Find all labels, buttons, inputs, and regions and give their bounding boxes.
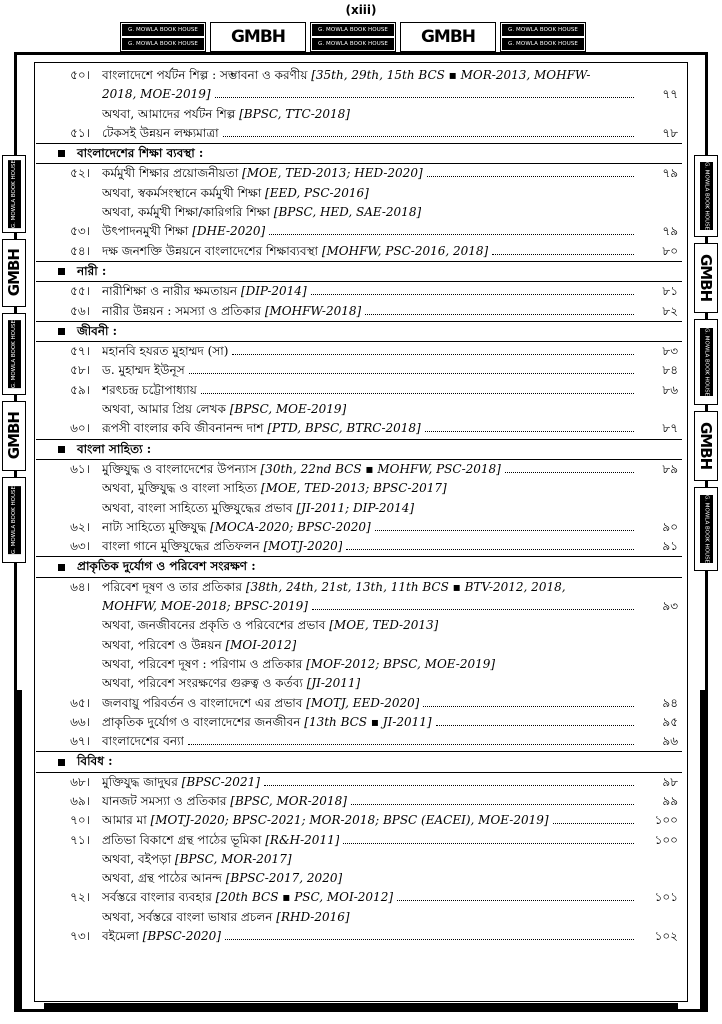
- entry-title-text: অথবা, পরিবেশ ও উন্নয়ন: [102, 637, 226, 652]
- entry-number: ৬১।: [70, 461, 90, 476]
- publisher-stamp: G. MOWLA BOOK HOUSE G. MOWLA BOOK HOUSE: [500, 22, 586, 52]
- toc-alt-title: [56, 400, 678, 419]
- entry-title: [102, 869, 342, 888]
- entry-title: [102, 381, 197, 400]
- page-number-ref: ৯৯: [662, 793, 678, 808]
- exam-reference: [BPSC, MOR-2018]: [230, 793, 347, 808]
- toc-entry: [56, 124, 678, 143]
- section-heading: [56, 557, 678, 576]
- exam-reference: [BPSC-2017, 2020]: [225, 871, 343, 886]
- publisher-stamp: G. MOWLA BOOK HOUSE G. MOWLA BOOK HOUSE: [120, 22, 206, 52]
- publisher-stamp: G. MOWLA BOOK HOUSE: [2, 313, 26, 395]
- entry-title-text: রূপসী বাংলার কবি জীবনানন্দ দাশ: [102, 421, 268, 436]
- toc-alt-title: [56, 499, 678, 518]
- section-title: জীবনী :: [77, 323, 118, 338]
- page-number-ref: ৯৬: [662, 734, 678, 749]
- exam-reference: [BPSC-2020]: [142, 929, 221, 944]
- toc-entry: [56, 578, 678, 597]
- publisher-stamp: G. MOWLA BOOK HOUSE: [2, 155, 26, 233]
- page-number-ref: ৮৯: [662, 461, 678, 476]
- toc-alt-title: [56, 105, 678, 124]
- exam-reference: [MOI-2012]: [225, 637, 297, 652]
- toc-entry: [56, 282, 678, 301]
- entry-title-text: অথবা, বইপড়া: [102, 851, 175, 866]
- exam-reference: [R&H-2011]: [265, 832, 340, 847]
- exam-reference: [JI-2011; DIP-2014]: [296, 500, 415, 515]
- entry-title: [102, 694, 419, 713]
- entry-title-text: দক্ষ জনশক্তি উন্নয়নে বাংলাদেশের শিক্ষাব্যবস্থা: [102, 243, 322, 258]
- entry-title: [102, 616, 438, 635]
- toc-entry-continued: [56, 85, 678, 104]
- exam-reference: [BPSC, TTC-2018]: [239, 106, 350, 121]
- leader-dots: [436, 713, 634, 726]
- section-title: নারী :: [77, 263, 107, 278]
- toc-entry: [56, 927, 678, 946]
- entry-title: [102, 419, 421, 438]
- entry-title-text: অথবা, বাংলা সাহিত্যে মুক্তিযুদ্ধের প্রভাব: [102, 500, 297, 515]
- entry-title: [102, 773, 260, 792]
- exam-reference: [BPSC-2021]: [181, 774, 260, 789]
- toc-entry: [56, 888, 678, 907]
- exam-reference: [MOTJ, EED-2020]: [306, 695, 420, 710]
- toc-entry: [56, 713, 678, 732]
- toc-entry: [56, 381, 678, 400]
- section-heading: [56, 752, 678, 771]
- entry-title-text: নারীর উন্নয়ন : সমস্যা ও প্রতিকার: [102, 303, 265, 318]
- entry-title-text: অথবা, মুক্তিযুদ্ধ ও বাংলা সাহিত্য: [102, 481, 261, 496]
- exam-reference: [MOTJ-2020]: [263, 539, 343, 554]
- leader-dots: [365, 302, 634, 315]
- right-side-branding: [694, 155, 718, 625]
- entry-title: [102, 124, 219, 143]
- left-side-rule: [14, 690, 22, 1012]
- leader-dots: [264, 773, 634, 786]
- toc-alt-title: [56, 203, 678, 222]
- entry-number: ৭০।: [70, 813, 90, 828]
- entry-title-text: উৎপাদনমুখী শিক্ষা: [102, 224, 193, 239]
- leader-dots: [223, 124, 634, 137]
- entry-title-text: অথবা, সর্বস্তরে বাংলা ভাষার প্রচলন: [102, 909, 277, 924]
- toc-entry: [56, 732, 678, 751]
- entry-title-text: মুক্তিযুদ্ধ ও বাংলাদেশের উপন্যাস: [102, 461, 261, 476]
- leader-dots: [311, 282, 634, 295]
- square-bullet-icon: [58, 150, 65, 157]
- page-number-ref: ৯০: [662, 519, 678, 534]
- exam-reference: [DIP-2014]: [240, 284, 307, 299]
- entry-title-text: অথবা, পরিবেশ দূষণ : পরিণাম ও প্রতিকার: [102, 656, 307, 671]
- leader-dots: [425, 419, 634, 432]
- toc-entry: [56, 831, 678, 850]
- entry-number: ৬৮।: [70, 774, 90, 789]
- page-number-ref: ৯৫: [662, 714, 678, 729]
- toc-alt-title: [56, 616, 678, 635]
- entry-title-text: বইমেলা: [102, 929, 143, 944]
- entry-title: [102, 636, 296, 655]
- entry-title: [102, 164, 423, 183]
- toc-alt-title: [56, 479, 678, 498]
- entry-number: ৫৯।: [70, 382, 90, 397]
- page-number-ref: ৮৩: [662, 344, 678, 359]
- entry-title: [102, 85, 211, 104]
- publisher-logo: GMBH: [210, 22, 306, 52]
- toc-alt-title: [56, 636, 678, 655]
- entry-title: [102, 713, 432, 732]
- entry-title-text: কর্মমুখী শিক্ষার প্রয়োজনীয়তা: [102, 166, 243, 181]
- entry-title-text: মুক্তিযুদ্ধ জাদুঘর: [102, 774, 182, 789]
- entry-number: ৫২।: [70, 166, 90, 181]
- leader-dots: [189, 361, 634, 374]
- entry-title-text: সর্বস্তরে বাংলার ব্যবহার: [102, 890, 216, 905]
- page-number-ref: ৭৮: [662, 125, 678, 140]
- page-number-ref: ৭৯: [662, 166, 678, 181]
- page-number: (xiii): [345, 3, 377, 17]
- publisher-logo: GMBH: [2, 401, 26, 471]
- entry-title: [102, 342, 228, 361]
- publisher-logo: GMBH: [694, 411, 718, 481]
- toc-entry: [56, 302, 678, 321]
- toc-alt-title: [56, 184, 678, 203]
- square-bullet-icon: [58, 268, 65, 275]
- publisher-logo: GMBH: [2, 239, 26, 307]
- exam-reference: [MOE, TED-2013; HED-2020]: [242, 166, 423, 181]
- entry-title: [102, 908, 350, 927]
- exam-reference: [DHE-2020]: [192, 224, 266, 239]
- exam-reference: [BPSC, MOR-2017]: [174, 851, 292, 866]
- page-number-ref: ৯৪: [662, 695, 678, 710]
- exam-reference: [EED, PSC-2016]: [265, 185, 369, 200]
- right-side-rule: [700, 690, 708, 1012]
- leader-dots: [215, 85, 634, 98]
- entry-number: ৫৬।: [70, 303, 90, 318]
- entry-number: ৬৪।: [70, 579, 90, 594]
- toc-alt-title: [56, 908, 678, 927]
- toc-entry: [56, 460, 678, 479]
- publisher-stamp: G. MOWLA BOOK HOUSE: [694, 155, 718, 237]
- section-heading: [56, 440, 678, 459]
- section-title: বাংলা সাহিত্য :: [77, 441, 152, 456]
- entry-title: [102, 831, 339, 850]
- exam-reference: [38th, 24th, 21st, 13th, 11th BCS ▪ BTV-2012, 2018,: [245, 579, 566, 594]
- entry-title-text: মহানবি হযরত মুহাম্মদ (সা): [102, 344, 229, 359]
- entry-title-text: প্রাকৃতিক দুর্যোগ ও বাংলাদেশের জনজীবন: [102, 714, 305, 729]
- toc-entry: [56, 342, 678, 361]
- entry-number: ৫৫।: [70, 284, 90, 299]
- exam-reference: [MOE, TED-2013; BPSC-2017]: [260, 481, 447, 496]
- exam-reference: [MOHFW, PSC-2016, 2018]: [321, 243, 489, 258]
- exam-reference: [BPSC, MOE-2019]: [229, 402, 347, 417]
- table-of-contents: [56, 66, 678, 946]
- entry-title: [102, 66, 590, 85]
- entry-title-text: বাংলাদেশের বন্যা: [102, 734, 185, 749]
- toc-entry: [56, 518, 678, 537]
- entry-title-text: অথবা, কর্মমুখী শিক্ষা/কারিগরি শিক্ষা: [102, 205, 274, 220]
- leader-dots: [201, 381, 634, 394]
- entry-title-text: অথবা, জনজীবনের প্রকৃতি ও পরিবেশের প্রভাব: [102, 618, 330, 633]
- page-number-ref: ৮১: [662, 284, 678, 299]
- bottom-rule: [44, 1003, 678, 1010]
- toc-entry: [56, 222, 678, 241]
- entry-title-text: জলবায়ু পরিবর্তন ও বাংলাদেশে এর প্রভাব: [102, 695, 307, 710]
- exam-reference: 2018, MOE-2019]: [102, 87, 211, 102]
- publisher-stamp: G. MOWLA BOOK HOUSE: [694, 487, 718, 571]
- toc-entry: [56, 419, 678, 438]
- entry-number: ৫৪।: [70, 243, 90, 258]
- publisher-logo: GMBH: [400, 22, 496, 52]
- publisher-logo: GMBH: [694, 243, 718, 313]
- exam-reference: [RHD-2016]: [276, 909, 350, 924]
- page-number-ref: ১০০: [654, 832, 678, 847]
- toc-entry-continued: [56, 597, 678, 616]
- section-title: প্রাকৃতিক দুর্যোগ ও পরিবেশ সংরক্ষণ :: [77, 559, 256, 574]
- entry-number: ৬৩।: [70, 539, 90, 554]
- entry-number: ৫৭।: [70, 344, 90, 359]
- leader-dots: [427, 164, 634, 177]
- entry-title: [102, 888, 393, 907]
- exam-reference: [MOCA-2020; BPSC-2020]: [210, 519, 371, 534]
- exam-reference: [MOHFW-2018]: [264, 303, 362, 318]
- exam-reference: [MOTJ-2020; BPSC-2021; MOR-2018; BPSC (EACEI), MOE-2019]: [150, 813, 549, 828]
- toc-entry: [56, 164, 678, 183]
- top-logo-strip: [120, 22, 600, 54]
- exam-reference: [35th, 29th, 15th BCS ▪ MOR-2013, MOHFW-: [311, 68, 591, 82]
- entry-title: [102, 850, 292, 869]
- entry-title: [102, 302, 361, 321]
- exam-reference: [MOE, TED-2013]: [329, 618, 439, 633]
- publisher-stamp: G. MOWLA BOOK HOUSE: [2, 477, 26, 563]
- entry-number: ৫১।: [70, 125, 90, 140]
- leader-dots: [188, 732, 634, 745]
- toc-entry: [56, 792, 678, 811]
- entry-title: [102, 655, 495, 674]
- entry-title-text: প্রতিভা বিকাশে গ্রন্থ পাঠের ভূমিকা: [102, 832, 266, 847]
- leader-dots: [232, 342, 634, 355]
- entry-title: [102, 792, 347, 811]
- entry-title: [102, 361, 185, 380]
- entry-title-text: অথবা, আমাদের পর্যটন শিল্প: [102, 106, 240, 121]
- entry-title-text: শরৎচন্দ্র চট্টোপাধ্যায়: [102, 382, 197, 397]
- toc-entry: [56, 361, 678, 380]
- toc-alt-title: [56, 869, 678, 888]
- entry-title-text: অথবা, গ্রন্থ পাঠের আনন্দ: [102, 871, 226, 886]
- entry-title-text: নারীশিক্ষা ও নারীর ক্ষমতায়ন: [102, 284, 241, 299]
- entry-number: ৭৩।: [70, 929, 90, 944]
- leader-dots: [346, 537, 634, 550]
- entry-number: ৬২।: [70, 519, 90, 534]
- toc-entry: [56, 537, 678, 556]
- entry-title: [102, 460, 501, 479]
- entry-number: ৭২।: [70, 890, 90, 905]
- square-bullet-icon: [58, 759, 65, 766]
- square-bullet-icon: [58, 446, 65, 453]
- entry-title: [102, 537, 342, 556]
- entry-number: ৫০।: [70, 68, 90, 82]
- square-bullet-icon: [58, 564, 65, 571]
- leader-dots: [492, 242, 634, 255]
- page-number-ref: ৮০: [662, 243, 678, 258]
- publisher-stamp: G. MOWLA BOOK HOUSE G. MOWLA BOOK HOUSE: [310, 22, 396, 52]
- toc-alt-title: [56, 850, 678, 869]
- entry-title: [102, 105, 350, 124]
- page-number-ref: ১০০: [654, 813, 678, 828]
- entry-title: [102, 282, 307, 301]
- exam-reference: [20th BCS ▪ PSC, MOI-2012]: [215, 890, 394, 905]
- entry-title: [102, 732, 184, 751]
- entry-title-text: অথবা, স্বকর্মসংস্থানে কর্মমুখী শিক্ষা: [102, 185, 266, 200]
- exam-reference: [BPSC, HED, SAE-2018]: [273, 205, 422, 220]
- entry-title-text: পরিবেশ দূষণ ও তার প্রতিকার: [102, 579, 246, 594]
- entry-number: ৫৩।: [70, 224, 90, 239]
- leader-dots: [312, 597, 634, 610]
- section-title: বিবিধ :: [77, 754, 113, 769]
- entry-title-text: বাংলা গানে মুক্তিযুদ্ধের প্রতিফলন: [102, 539, 264, 554]
- exam-reference: [JI-2011]: [306, 676, 361, 691]
- exam-reference: MOHFW, MOE-2018; BPSC-2019]: [102, 599, 308, 614]
- entry-title-text: টেকসই উন্নয়ন লক্ষ্যমাত্রা: [102, 125, 219, 140]
- entry-title-text: অথবা, আমার প্রিয় লেখক: [102, 402, 230, 417]
- square-bullet-icon: [58, 328, 65, 335]
- leader-dots: [375, 518, 634, 531]
- entry-title-text: নাট্য সাহিত্যে মুক্তিযুদ্ধ: [102, 519, 211, 534]
- entry-title-text: যানজট সমস্যা ও প্রতিকার: [102, 793, 231, 808]
- exam-reference: [PTD, BPSC, BTRC-2018]: [267, 421, 421, 436]
- entry-number: ৬৫।: [70, 695, 90, 710]
- page-number-ref: ৯৮: [662, 774, 678, 789]
- entry-title-text: আমার মা: [102, 813, 151, 828]
- entry-title: [102, 222, 265, 241]
- page-number-ref: ৮৪: [662, 363, 678, 378]
- toc-entry: [56, 242, 678, 261]
- leader-dots: [225, 927, 634, 940]
- entry-title: [102, 400, 346, 419]
- exam-reference: [30th, 22nd BCS ▪ MOHFW, PSC-2018]: [260, 461, 501, 476]
- entry-number: ৬৬।: [70, 714, 90, 729]
- entry-number: ৬৭।: [70, 734, 90, 749]
- page-number-ref: ১০১: [654, 890, 678, 905]
- entry-number: ৬০।: [70, 421, 90, 436]
- toc-entry: [56, 773, 678, 792]
- entry-title-text: ড. মুহাম্মদ ইউনূস: [102, 363, 185, 378]
- leader-dots: [343, 831, 634, 844]
- entry-title: [102, 578, 566, 597]
- entry-title: [102, 597, 308, 616]
- toc-entry: [56, 811, 678, 830]
- leader-dots: [351, 792, 634, 805]
- page-number-ref: ৮৭: [662, 421, 678, 436]
- toc-entry: [56, 694, 678, 713]
- publisher-stamp: G. MOWLA BOOK HOUSE: [694, 319, 718, 405]
- entry-number: ৬৯।: [70, 793, 90, 808]
- entry-title: [102, 674, 360, 693]
- entry-title: [102, 184, 369, 203]
- entry-number: ৭১।: [70, 832, 90, 847]
- section-heading: [56, 262, 678, 281]
- section-heading: [56, 322, 678, 341]
- toc-alt-title: [56, 674, 678, 693]
- exam-reference: [MOF-2012; BPSC, MOE-2019]: [306, 656, 496, 671]
- page-number-ref: ৭৯: [662, 224, 678, 239]
- leader-dots: [505, 460, 634, 473]
- entry-title: [102, 811, 549, 830]
- entry-title: [102, 927, 221, 946]
- leader-dots: [423, 694, 634, 707]
- entry-title: [102, 242, 488, 261]
- page-number-ref: ৭৭: [662, 87, 678, 102]
- entry-title: [102, 479, 447, 498]
- entry-title-text: অথবা, পরিবেশ সংরক্ষণের গুরুত্ব ও কর্তব্য: [102, 676, 307, 691]
- toc-entry: [56, 66, 678, 85]
- left-side-branding: [2, 155, 26, 625]
- page-number-ref: ৮২: [662, 303, 678, 318]
- page-number-ref: ৮৬: [662, 382, 678, 397]
- entry-title: [102, 499, 414, 518]
- leader-dots: [269, 222, 634, 235]
- exam-reference: [13th BCS ▪ JI-2011]: [304, 714, 432, 729]
- entry-title-text: বাংলাদেশে পর্যটন শিল্প : সম্ভাবনা ও করণীয়: [102, 68, 312, 82]
- section-title: বাংলাদেশের শিক্ষা ব্যবস্থা :: [77, 146, 204, 161]
- entry-title: [102, 203, 421, 222]
- entry-number: ৫৮।: [70, 363, 90, 378]
- leader-dots: [553, 811, 634, 824]
- entry-title: [102, 518, 371, 537]
- page-number-ref: ৯৩: [662, 599, 678, 614]
- page-number-ref: ৯১: [662, 539, 678, 554]
- toc-alt-title: [56, 655, 678, 674]
- leader-dots: [397, 888, 634, 901]
- page-number-ref: ১০২: [654, 929, 678, 944]
- section-heading: [56, 144, 678, 163]
